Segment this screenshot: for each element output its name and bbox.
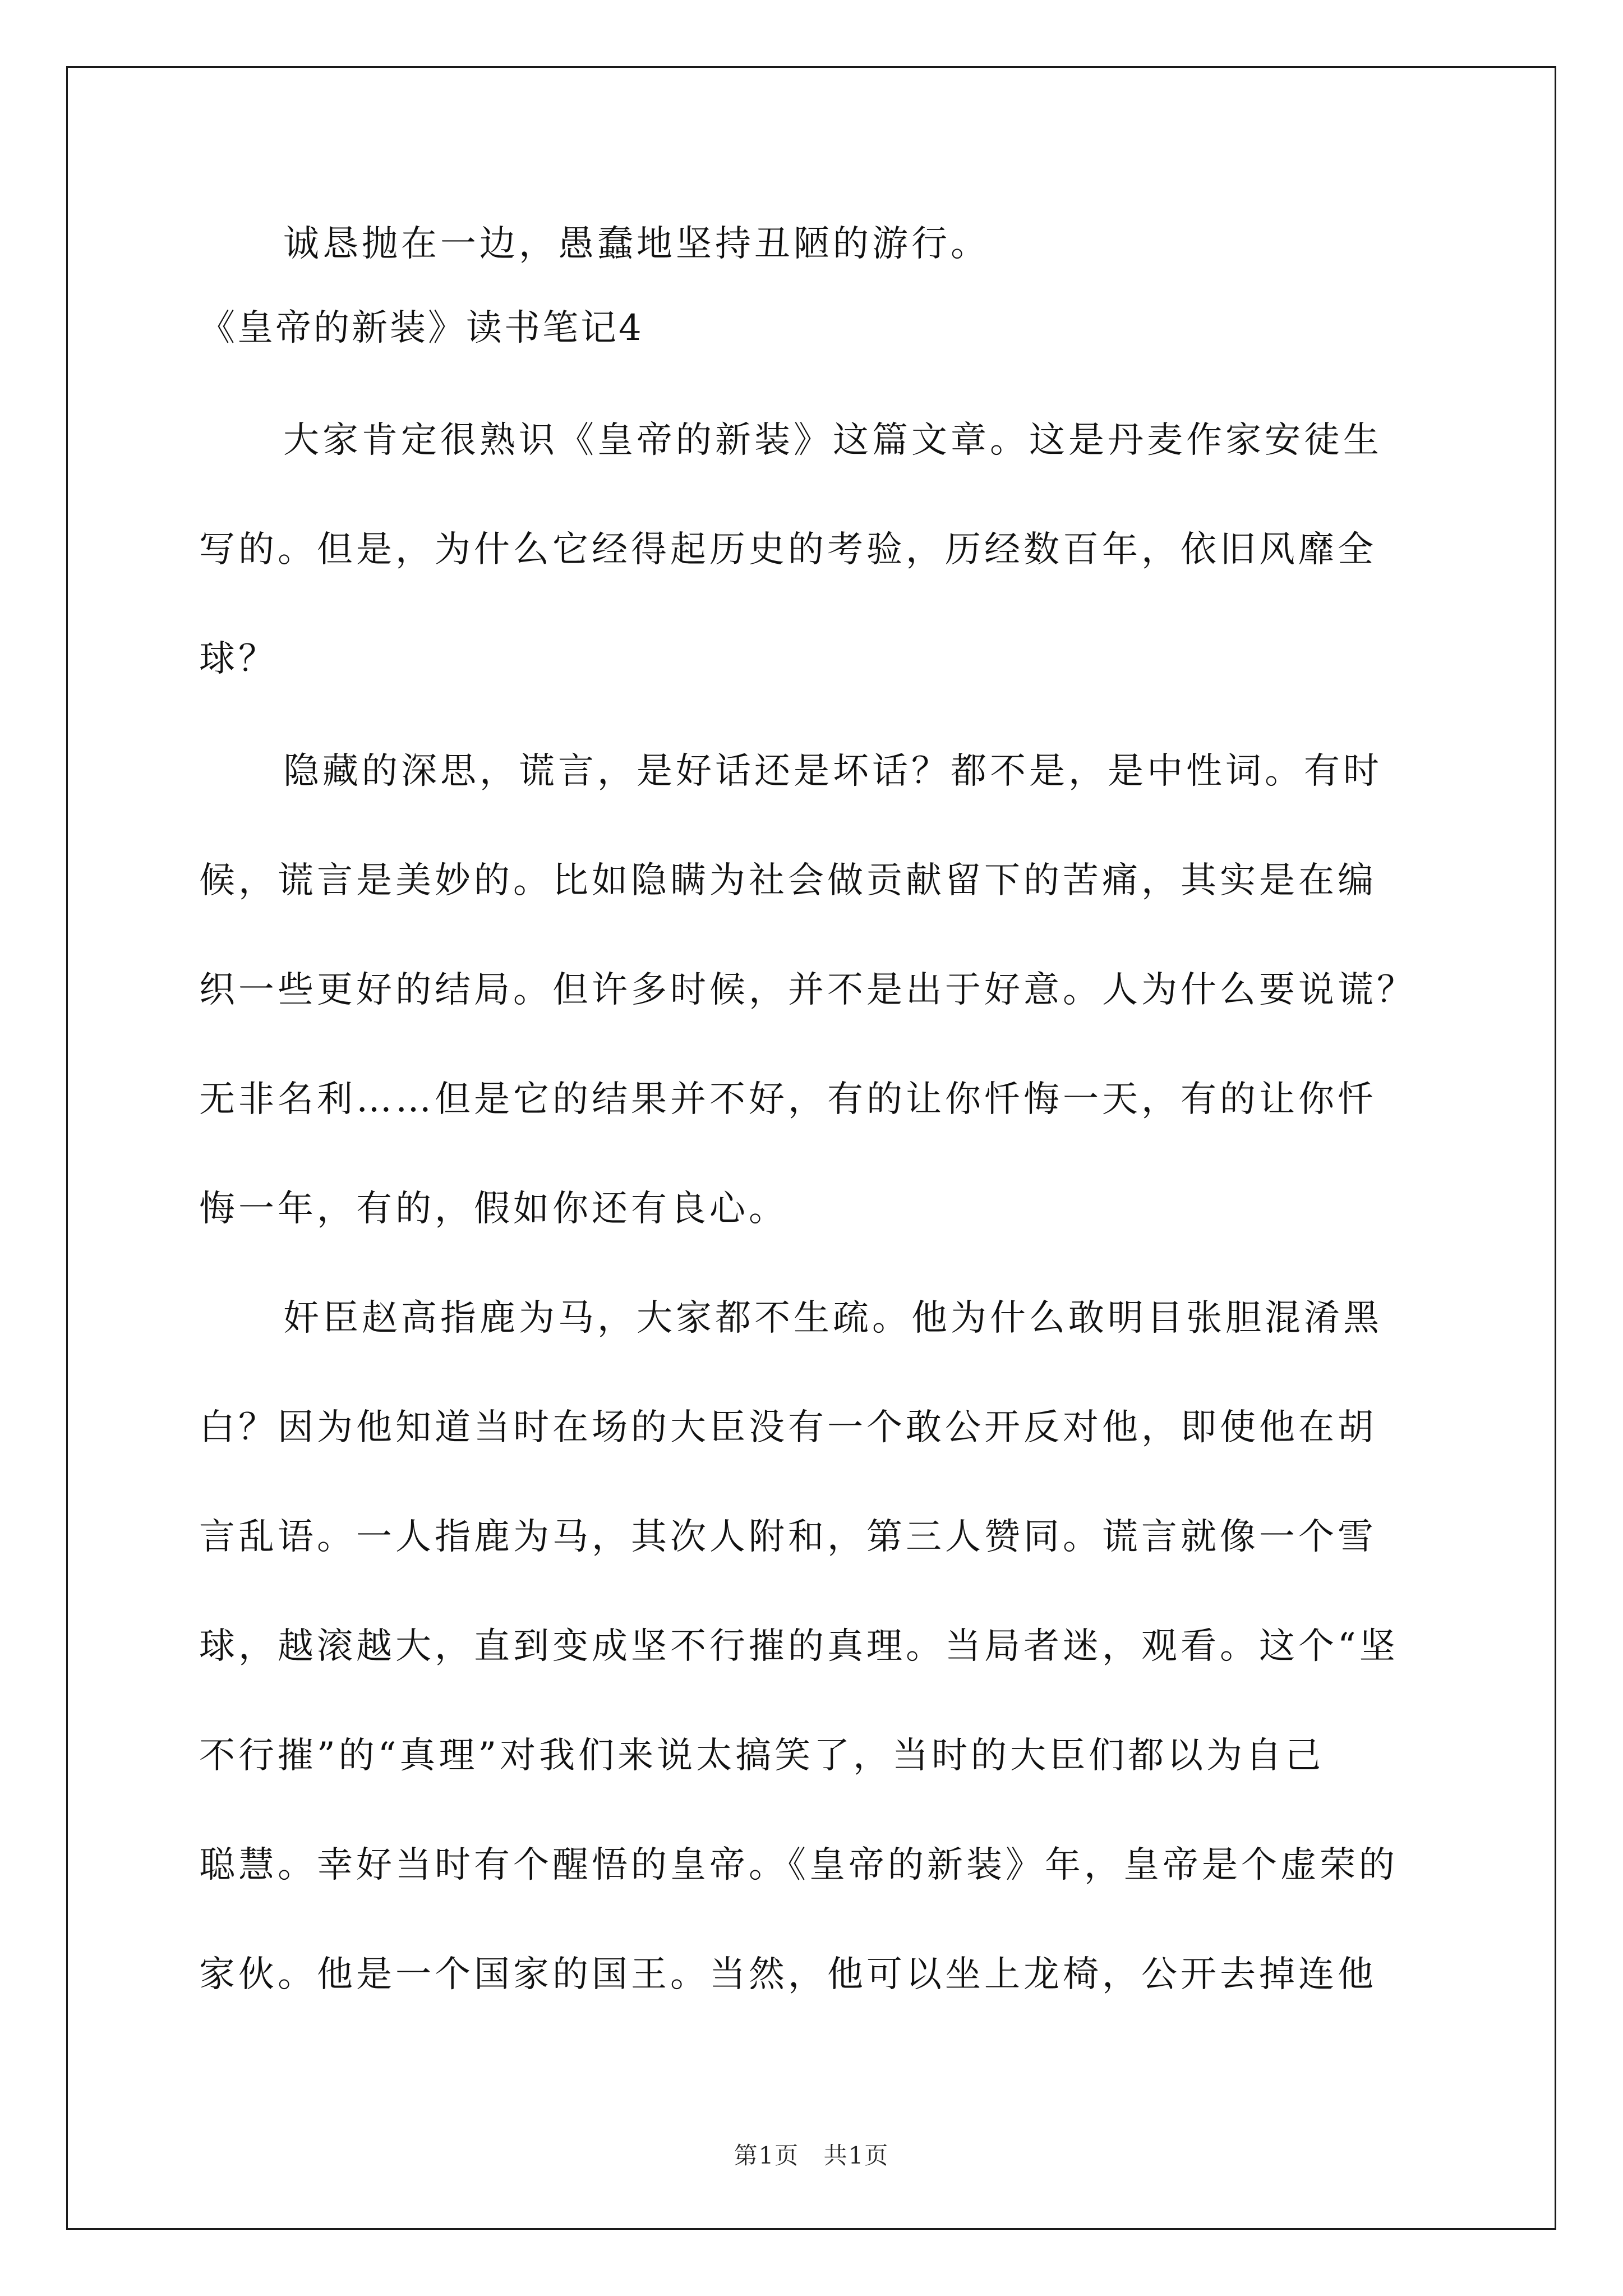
paragraph-line: 家伙。他是一个国家的国王。当然，他可以坐上龙椅，公开去掉连他 — [199, 1954, 1377, 1995]
page-border — [66, 66, 1556, 2230]
paragraph-line: 球，越滚越大，直到变成坚不行摧的真理。当局者迷，观看。这个“坚 — [199, 1626, 1399, 1667]
paragraph-line: 球？ — [199, 638, 278, 680]
paragraph-line: 白？因为他知道当时在场的大臣没有一个敢公开反对他，即使他在胡 — [199, 1407, 1377, 1448]
paragraph-line: 诚恳抛在一边，愚蠢地坚持丑陋的游行。 — [283, 223, 990, 265]
page-number: 第1页 — [734, 2142, 800, 2169]
page-total: 共1页 — [823, 2142, 889, 2169]
paragraph-line: 悔一年，有的，假如你还有良心。 — [199, 1188, 788, 1230]
paragraph-line: 写的。但是，为什么它经得起历史的考验，历经数百年，依旧风靡全 — [199, 529, 1377, 570]
paragraph-line: 候，谎言是美妙的。比如隐瞒为社会做贡献留下的苦痛，其实是在编 — [199, 860, 1377, 901]
paragraph-line: 不行摧”的“真理”对我们来说太搞笑了，当时的大臣们都以为自己 — [199, 1735, 1325, 1777]
page-footer — [0, 2137, 1623, 2171]
paragraph-line: 聪慧。幸好当时有个醒悟的皇帝。《皇帝的新装》年，皇帝是个虚荣的 — [199, 1844, 1398, 1886]
paragraph-line: 无非名利……但是它的结果并不好，有的让你忏悔一天，有的让你忏 — [199, 1079, 1377, 1120]
paragraph-line: 言乱语。一人指鹿为马，其次人附和，第三人赞同。谎言就像一个雪 — [199, 1516, 1377, 1558]
paragraph-line: 奸臣赵高指鹿为马，大家都不生疏。他为什么敢明目张胆混淆黑 — [283, 1297, 1382, 1339]
paragraph-line: 大家肯定很熟识《皇帝的新装》这篇文章。这是丹麦作家安徒生 — [283, 420, 1382, 461]
paragraph-line: 织一些更好的结局。但许多时候，并不是出于好意。人为什么要说谎？ — [199, 969, 1416, 1011]
section-heading: 《皇帝的新装》读书笔记4 — [199, 307, 644, 349]
paragraph-line: 隐藏的深思，谎言，是好话还是坏话？都不是，是中性词。有时 — [283, 751, 1382, 792]
